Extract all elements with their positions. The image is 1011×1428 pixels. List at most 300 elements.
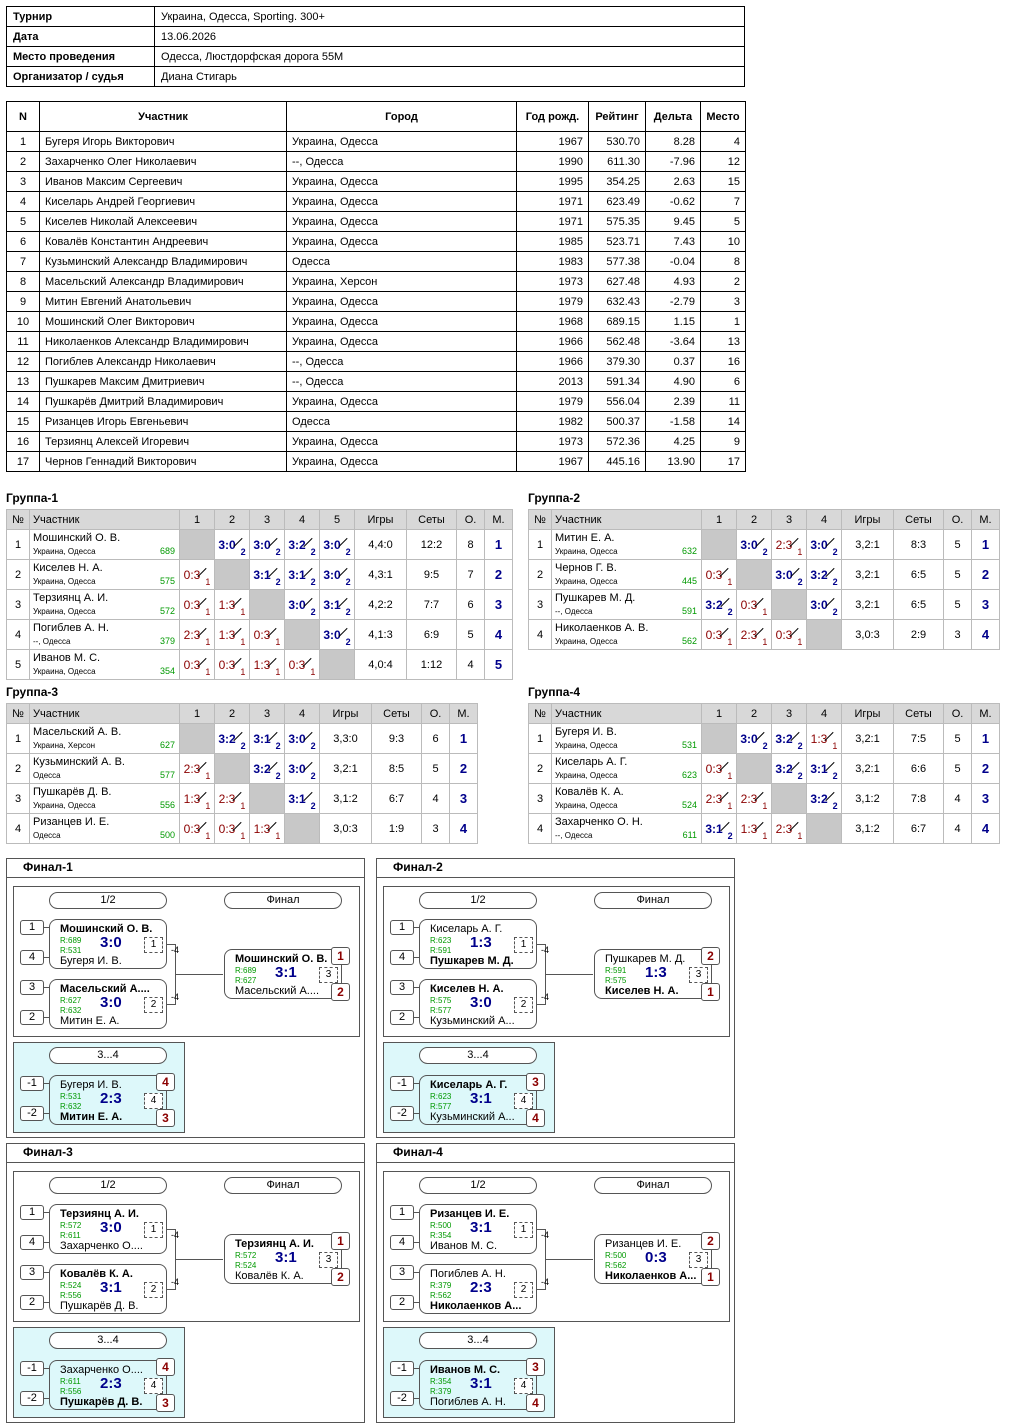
- final-label: Финал: [594, 1177, 712, 1194]
- participant-name: Чернов Г. В.: [555, 561, 617, 574]
- points-cell: 5: [944, 754, 972, 784]
- third-place: 4: [156, 1073, 175, 1091]
- table-row: [7, 192, 746, 212]
- score-cell: [702, 754, 737, 784]
- seed-number: 3: [20, 980, 44, 995]
- player-top: Мошинский О. В.: [235, 953, 328, 965]
- self-cell: [285, 814, 320, 844]
- seed-number: 4: [20, 1235, 44, 1250]
- participant-rating: 531: [681, 740, 697, 750]
- score-cell: [702, 784, 737, 814]
- table-cell: 1990: [517, 152, 589, 172]
- match-score: 3:0: [470, 994, 492, 1011]
- match-points: 1: [275, 666, 281, 677]
- games-cell: 3,0:3: [320, 814, 372, 844]
- table-cell: 7: [7, 252, 40, 272]
- score-value: 3:0: [740, 731, 758, 746]
- match-points: 1: [310, 666, 316, 677]
- table-cell: -2.79: [646, 292, 701, 312]
- score-value: 0:3: [183, 821, 201, 836]
- table-row: [7, 392, 746, 412]
- participant-city: Украина, Одесса: [555, 546, 618, 556]
- match-score: [253, 537, 281, 557]
- table-cell: 2: [701, 272, 746, 292]
- match-score: [775, 731, 803, 751]
- group-row: [7, 620, 513, 650]
- place-cell: 2: [972, 754, 1000, 784]
- games-cell: 3,2:1: [320, 754, 372, 784]
- table-row: [7, 152, 746, 172]
- table-cell: Украина, Одесса: [287, 332, 517, 352]
- participant-rating: 611: [682, 830, 697, 840]
- sets-cell: 6:7: [894, 814, 944, 844]
- score-cell: [250, 650, 285, 680]
- score-cell: [215, 784, 250, 814]
- participant-name: Кузьминский А. В.: [33, 755, 125, 768]
- player-bottom: Кузьминский А...: [430, 1015, 515, 1027]
- match-score: 3:0: [100, 934, 122, 951]
- participant-name: Киселев Н. А.: [33, 561, 103, 574]
- score-value: 3:2: [253, 761, 271, 776]
- seed-number: -1: [390, 1076, 414, 1091]
- match-score: [218, 657, 246, 677]
- table-cell: -0.62: [646, 192, 701, 212]
- participant-name: Захарченко О. Н.: [555, 815, 643, 828]
- table-cell: --, Одесса: [287, 372, 517, 392]
- score-value: 3:0: [288, 761, 306, 776]
- table-cell: 1968: [517, 312, 589, 332]
- column-header: О.: [457, 510, 485, 530]
- final-place: 1: [331, 1232, 350, 1250]
- bracket-line: [537, 1004, 545, 1005]
- score-cell: [807, 754, 842, 784]
- column-header: 4: [807, 704, 842, 724]
- score-value: 3:0: [288, 731, 306, 746]
- match-score: [810, 537, 838, 557]
- match-box: [419, 1264, 537, 1314]
- player-top: Терзиянц А. И.: [60, 1208, 139, 1220]
- match-score: [705, 761, 733, 781]
- row-number: 3: [7, 590, 30, 620]
- group-row: [529, 724, 1000, 754]
- table-row: [7, 412, 746, 432]
- score-value: 0:3: [253, 627, 271, 642]
- participant-city: Украина, Одесса: [555, 740, 618, 750]
- seed-number: -2: [20, 1106, 44, 1121]
- column-header: Место: [701, 102, 746, 132]
- table-cell: 3: [701, 292, 746, 312]
- score-cell: [807, 590, 842, 620]
- match-points: 2: [797, 740, 803, 751]
- score-value: 3:2: [775, 761, 793, 776]
- table-cell: 379.30: [589, 352, 646, 372]
- match-score: [218, 791, 246, 811]
- rating-top: R:379: [430, 1281, 452, 1290]
- score-cell: [285, 754, 320, 784]
- games-cell: 4,2:2: [355, 590, 407, 620]
- table-cell: Украина, Одесса: [287, 132, 517, 152]
- games-cell: 3,1:2: [842, 814, 894, 844]
- seed-number: 1: [20, 1205, 44, 1220]
- group-title: Группа-4: [528, 685, 581, 699]
- score-value: 0:3: [705, 627, 723, 642]
- table-cell: Погиблев Александр Николаевич: [40, 352, 287, 372]
- table-cell: 16: [7, 432, 40, 452]
- match-score: 3:1: [470, 1219, 492, 1236]
- rating-top: R:572: [60, 1221, 82, 1230]
- score-cell: [250, 754, 285, 784]
- score-cell: [285, 650, 320, 680]
- player-bottom: Пушкарёв Д. В.: [60, 1300, 139, 1312]
- participant-cell: [552, 754, 702, 784]
- score-value: 3:0: [810, 597, 828, 612]
- column-header: 3: [250, 704, 285, 724]
- games-cell: 3,3:0: [320, 724, 372, 754]
- column-header: Год рожд.: [517, 102, 589, 132]
- score-value: 2:3: [705, 791, 723, 806]
- group-table: [528, 509, 1000, 650]
- match-points: 2: [727, 830, 733, 841]
- match-box: [49, 1204, 167, 1254]
- match-score: [775, 567, 803, 587]
- games-cell: 3,1:2: [320, 784, 372, 814]
- table-cell: 4.90: [646, 372, 701, 392]
- table-cell: Масельский Александр Владимирович: [40, 272, 287, 292]
- rating-top: R:500: [430, 1221, 452, 1230]
- rating-bottom: R:575: [605, 976, 627, 985]
- match-points: 1: [762, 636, 768, 647]
- table-cell: -0.04: [646, 252, 701, 272]
- final-title: Финал-4: [393, 1145, 443, 1159]
- seed-number: 2: [390, 1010, 414, 1025]
- rating-top: R:524: [60, 1281, 82, 1290]
- column-header: 4: [285, 510, 320, 530]
- column-header: N: [7, 102, 40, 132]
- semi-label: 1/2: [419, 892, 537, 909]
- match-score: 2:3: [100, 1375, 122, 1392]
- match-points: 2: [240, 546, 246, 557]
- rating-bottom: R:562: [605, 1261, 627, 1270]
- score-value: 2:3: [775, 821, 793, 836]
- seed-number: 2: [20, 1295, 44, 1310]
- player-bottom: Ковалёв К. А.: [235, 1270, 304, 1282]
- table-cell: Украина, Одесса: [287, 292, 517, 312]
- match-points: 2: [727, 606, 733, 617]
- final-place: 2: [701, 947, 720, 965]
- bracket-line: [175, 1259, 223, 1260]
- participant-rating: 500: [159, 830, 175, 840]
- score-cell: [250, 814, 285, 844]
- final-panel: [6, 858, 365, 1138]
- match-points: 2: [275, 576, 281, 587]
- score-value: 0:3: [218, 821, 236, 836]
- column-header: Игры: [355, 510, 407, 530]
- score-value: 3:1: [253, 731, 271, 746]
- self-cell: [320, 650, 355, 680]
- score-cell: [702, 814, 737, 844]
- participant-cell: [30, 530, 180, 560]
- match-points: 1: [240, 800, 246, 811]
- player-top: Мошинский О. В.: [60, 923, 153, 935]
- column-header: Дельта: [646, 102, 701, 132]
- match-score: [775, 627, 803, 647]
- match-points: 1: [762, 606, 768, 617]
- row-number: 4: [7, 814, 30, 844]
- match-points: 2: [762, 740, 768, 751]
- row-number: 2: [529, 560, 552, 590]
- table-cell: 1: [7, 132, 40, 152]
- score-value: 3:0: [775, 567, 793, 582]
- place-cell: 3: [485, 590, 513, 620]
- match-points: 2: [345, 636, 351, 647]
- table-row: [7, 372, 746, 392]
- seed-number: -2: [390, 1391, 414, 1406]
- score-cell: [320, 620, 355, 650]
- sets-cell: 9:3: [372, 724, 422, 754]
- seed-number: 3: [390, 980, 414, 995]
- table-cell: 689.15: [589, 312, 646, 332]
- table-cell: 6: [701, 372, 746, 392]
- score-cell: [180, 754, 215, 784]
- player-bottom: Погиблев А. Н.: [430, 1396, 506, 1408]
- table-cell: 8.28: [646, 132, 701, 152]
- match-points: 1: [240, 666, 246, 677]
- score-value: 3:0: [323, 567, 341, 582]
- column-header: 5: [320, 510, 355, 530]
- participant-cell: [30, 650, 180, 680]
- player-bottom: Пушкарев М. Д.: [430, 955, 514, 967]
- self-cell: [215, 754, 250, 784]
- panel-divider: [377, 1162, 734, 1163]
- self-cell: [702, 724, 737, 754]
- match-points: 2: [310, 740, 316, 751]
- match-number: 2: [514, 1282, 533, 1298]
- seed-number: 4: [390, 1235, 414, 1250]
- match-score: 3:1: [100, 1279, 122, 1296]
- column-header: Участник: [552, 704, 702, 724]
- tournament-info-table: [6, 6, 745, 87]
- participant-cell: [552, 590, 702, 620]
- participant-city: Украина, Одесса: [33, 576, 96, 586]
- rating-bottom: R:556: [60, 1387, 82, 1396]
- semi-label: 1/2: [419, 1177, 537, 1194]
- score-cell: [285, 560, 320, 590]
- place-cell: 1: [972, 530, 1000, 560]
- points-cell: 7: [457, 560, 485, 590]
- seed-number: 4: [390, 950, 414, 965]
- score-value: 3:2: [288, 537, 306, 552]
- participant-name: Ковалёв К. А.: [555, 785, 624, 798]
- table-cell: 1966: [517, 332, 589, 352]
- third-place-bracket: [13, 1042, 185, 1133]
- match-box: [419, 1075, 537, 1125]
- match-score: [288, 657, 316, 677]
- place-cell: 4: [450, 814, 478, 844]
- table-row: [7, 452, 746, 472]
- match-points: 2: [275, 546, 281, 557]
- games-cell: 3,0:3: [842, 620, 894, 650]
- table-cell: 1971: [517, 212, 589, 232]
- score-value: 1:3: [183, 791, 201, 806]
- match-points: 2: [832, 576, 838, 587]
- score-value: 3:0: [218, 537, 236, 552]
- match-points: 1: [205, 830, 211, 841]
- score-value: 3:0: [323, 537, 341, 552]
- loser-goes: -4: [541, 992, 550, 1002]
- table-cell: 1979: [517, 392, 589, 412]
- score-value: 0:3: [183, 567, 201, 582]
- self-cell: [250, 590, 285, 620]
- match-score: [288, 537, 316, 557]
- third-label: 3...4: [49, 1047, 167, 1064]
- match-points: 1: [797, 830, 803, 841]
- table-cell: 354.25: [589, 172, 646, 192]
- place-cell: 1: [485, 530, 513, 560]
- participant-city: Украина, Херсон: [33, 740, 96, 750]
- group-row: [7, 754, 478, 784]
- table-cell: Украина, Одесса: [287, 232, 517, 252]
- column-header: Сеты: [407, 510, 457, 530]
- participant-cell: [552, 814, 702, 844]
- table-cell: 10: [7, 312, 40, 332]
- games-cell: 4,1:3: [355, 620, 407, 650]
- table-row: [7, 312, 746, 332]
- match-points: 1: [797, 546, 803, 557]
- points-cell: 5: [944, 590, 972, 620]
- match-box: [419, 979, 537, 1029]
- match-score: [183, 791, 211, 811]
- games-cell: 4,3:1: [355, 560, 407, 590]
- match-number: 3: [319, 967, 338, 983]
- match-score: [705, 791, 733, 811]
- participant-city: Украина, Одесса: [555, 770, 618, 780]
- participant-cell: [552, 724, 702, 754]
- match-score: 3:1: [275, 1249, 297, 1266]
- sets-cell: 7:5: [894, 724, 944, 754]
- place-cell: 4: [972, 814, 1000, 844]
- group-table: [528, 703, 1000, 844]
- participant-rating: 524: [681, 800, 697, 810]
- sets-cell: 8:3: [894, 530, 944, 560]
- match-number: 1: [514, 937, 533, 953]
- final-title: Финал-1: [23, 860, 73, 874]
- points-cell: 5: [944, 530, 972, 560]
- table-cell: 7.43: [646, 232, 701, 252]
- score-value: 0:3: [775, 627, 793, 642]
- match-score: 3:0: [100, 1219, 122, 1236]
- final-label: Финал: [224, 1177, 342, 1194]
- score-cell: [772, 754, 807, 784]
- column-header: О.: [422, 704, 450, 724]
- player-bottom: Митин Е. А.: [60, 1111, 123, 1123]
- semi-label: 1/2: [49, 1177, 167, 1194]
- rating-top: R:591: [605, 966, 627, 975]
- final-label: Финал: [594, 892, 712, 909]
- points-cell: 4: [944, 814, 972, 844]
- final-label: Финал: [224, 892, 342, 909]
- group-title: Группа-1: [6, 491, 59, 505]
- table-cell: Терзиянц Алексей Игоревич: [40, 432, 287, 452]
- score-cell: [285, 724, 320, 754]
- self-cell: [772, 590, 807, 620]
- place-cell: 2: [485, 560, 513, 590]
- match-number: 2: [514, 997, 533, 1013]
- player-bottom: Захарченко О....: [60, 1240, 143, 1252]
- rating-bottom: R:379: [430, 1387, 452, 1396]
- table-cell: 4.25: [646, 432, 701, 452]
- score-cell: [807, 560, 842, 590]
- participant-rating: 632: [681, 546, 697, 556]
- self-cell: [772, 784, 807, 814]
- participant-city: --, Одесса: [33, 636, 71, 646]
- player-bottom: Митин Е. А.: [60, 1015, 120, 1027]
- match-points: 1: [762, 830, 768, 841]
- table-cell: Украина, Одесса: [287, 312, 517, 332]
- info-label: Место проведения: [7, 47, 155, 67]
- games-cell: 3,2:1: [842, 724, 894, 754]
- rating-top: R:354: [430, 1377, 452, 1386]
- third-label: 3...4: [419, 1332, 537, 1349]
- match-points: 1: [240, 606, 246, 617]
- table-row: [7, 172, 746, 192]
- final-place: 2: [331, 983, 350, 1001]
- table-cell: Украина, Одесса: [287, 192, 517, 212]
- score-value: 0:3: [740, 597, 758, 612]
- table-cell: --, Одесса: [287, 352, 517, 372]
- table-row: [7, 232, 746, 252]
- match-score: 1:3: [645, 964, 667, 981]
- match-score: [323, 537, 351, 557]
- table-cell: --, Одесса: [287, 152, 517, 172]
- table-cell: 8: [7, 272, 40, 292]
- rating-top: R:627: [60, 996, 82, 1005]
- participant-rating: 577: [159, 770, 175, 780]
- table-cell: 445.16: [589, 452, 646, 472]
- match-score: [810, 567, 838, 587]
- match-points: 2: [310, 770, 316, 781]
- score-cell: [772, 530, 807, 560]
- main-bracket: [383, 1171, 730, 1322]
- rating-top: R:611: [60, 1377, 81, 1386]
- match-points: 1: [240, 636, 246, 647]
- match-score: [810, 761, 838, 781]
- table-row: [7, 332, 746, 352]
- match-points: 1: [205, 666, 211, 677]
- rating-bottom: R:556: [60, 1291, 82, 1300]
- score-cell: [285, 590, 320, 620]
- match-score: [218, 821, 246, 841]
- score-cell: [702, 560, 737, 590]
- match-score: [288, 567, 316, 587]
- table-cell: 1966: [517, 352, 589, 372]
- participant-name: Митин Е. А.: [555, 531, 615, 544]
- match-score: [183, 657, 211, 677]
- third-place-bracket: [13, 1327, 185, 1418]
- match-box: [224, 949, 342, 999]
- score-value: 3:0: [810, 537, 828, 552]
- score-cell: [737, 784, 772, 814]
- table-cell: 4: [7, 192, 40, 212]
- table-cell: Пушкарев Максим Дмитриевич: [40, 372, 287, 392]
- third-place: 4: [156, 1358, 175, 1376]
- loser-goes: -4: [541, 945, 550, 955]
- player-bottom: Пушкарёв Д. В.: [60, 1396, 143, 1408]
- place-cell: 1: [450, 724, 478, 754]
- table-row: [7, 292, 746, 312]
- rating-bottom: R:632: [60, 1102, 82, 1111]
- rating-bottom: R:354: [430, 1231, 452, 1240]
- group-table: [6, 703, 478, 844]
